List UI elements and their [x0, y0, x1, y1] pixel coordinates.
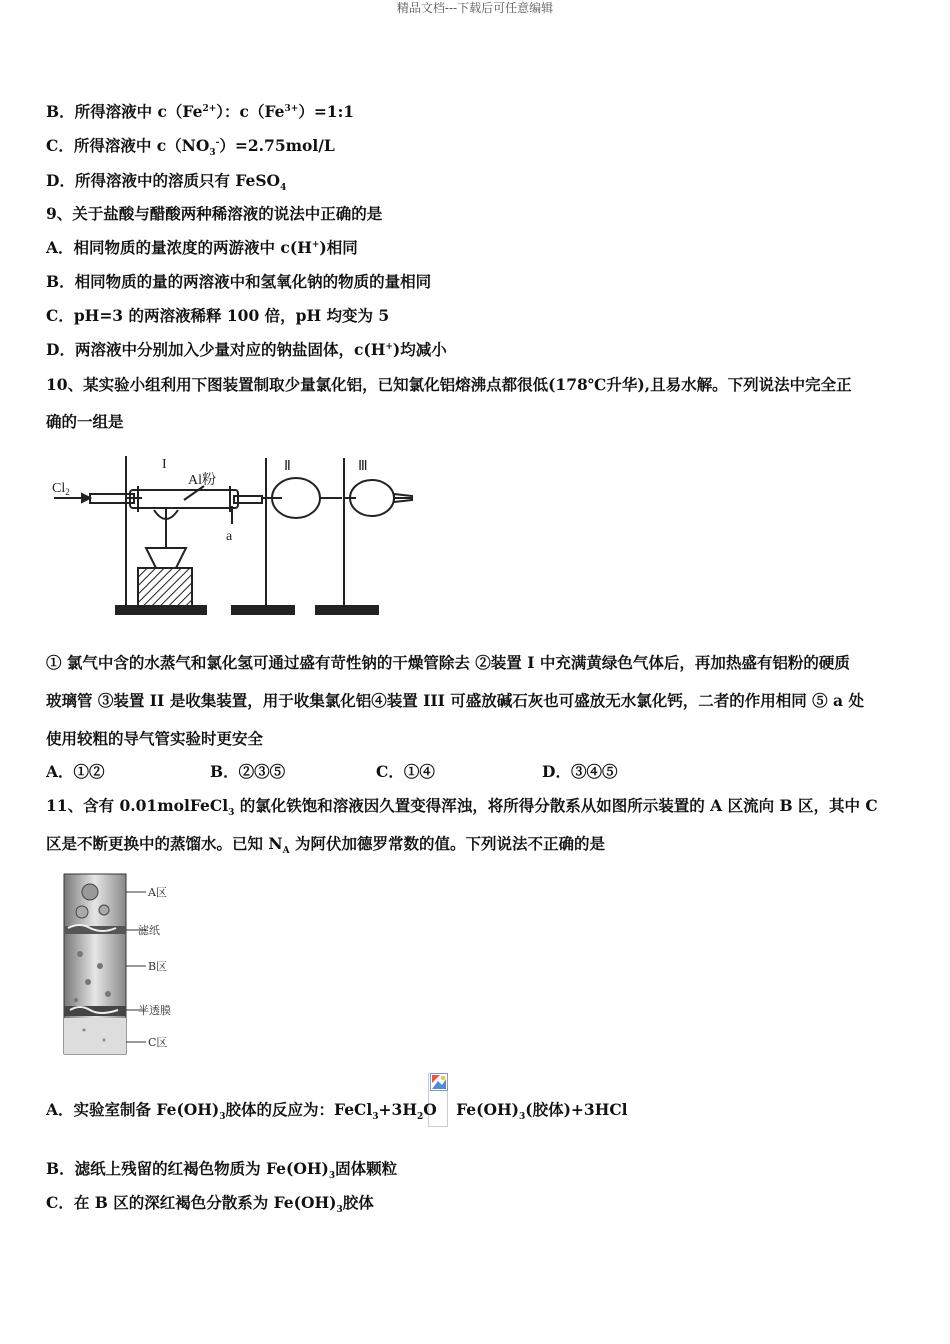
q11-stem-line1: 11、含有 0.01molFeCl$_3$ 的氯化铁饱和溶液因久置变得浑浊，将所得分散系从如图所示装置的 A 区流向 B 区，其中 C	[46, 796, 878, 819]
figure-label-a: a	[226, 529, 233, 544]
q8-option-b: B．所得溶液中 $c(Fe^{2+})$：$c(Fe^{3+})=1:1$	[46, 102, 355, 121]
figure-label-cl2: $Cl_2$	[52, 481, 70, 497]
q10-statement-line3: 使用较粗的导气管实验时更安全	[46, 729, 264, 748]
q9-stem: 9、关于盐酸与醋酸两种稀溶液的说法中正确的是	[46, 204, 383, 223]
figure-label-3: Ⅲ	[358, 459, 368, 474]
figure-label-al: Al粉	[188, 473, 216, 488]
q10-options	[46, 762, 906, 782]
q8-option-c: C．所得溶液中 $c(NO_3^-)=2.75mol/L$	[46, 136, 335, 159]
q10-option-b: B．②③⑤	[210, 762, 286, 781]
q10-stem-line2: 确的一组是	[46, 412, 124, 431]
q11-option-c: C．在 B 区的深红褐色分散系为 $Fe(OH)_3$胶体	[46, 1193, 374, 1216]
page-header: 精品文档---下载后可任意编辑	[396, 1, 554, 15]
q8-option-d: D．所得溶液中的溶质只有 FeSO$_4$	[46, 171, 287, 194]
broken-image-icon	[430, 1073, 448, 1091]
q11-option-b: B．滤纸上残留的红褐色物质为 $Fe(OH)_3$固体颗粒	[46, 1159, 398, 1182]
figure-label-zone-c: C区	[148, 1036, 168, 1049]
figure-label-filter: 滤纸	[138, 924, 160, 937]
figure-label-zone-b: B区	[148, 960, 168, 973]
q9-option-a: A．相同物质的量浓度的两游液中 c(H+)相同	[46, 238, 358, 257]
q10-statement-line2: 玻璃管 ③装置 II 是收集装置，用于收集氯化铝④装置 III 可盛放碱石灰也可盛放无水氯化钙，二者的作用相同 ⑤ a 处	[46, 691, 864, 710]
figure-label-zone-a: A区	[148, 886, 167, 899]
q10-option-c: C．①④	[376, 762, 435, 781]
q11-stem-line2: 区是不断更换中的蒸馏水。已知 $N_A$ 为阿伏加德罗常数的值。下列说法不正确的是	[46, 834, 605, 857]
figure-label-membrane: 半透膜	[138, 1004, 171, 1017]
q10-option-d: D．③④⑤	[542, 762, 618, 781]
q10-stem-line1: 10、某实验小组利用下图装置制取少量氯化铝，已知氯化铝熔沸点都很低(178℃升华),且易水解。下列说法中完全正	[46, 375, 852, 394]
q11-option-a: A．实验室制备 $Fe(OH)_3$胶体的反应为：$FeCl_3+3H_2O$ $Fe(OH)_3$(胶体)+3HCl	[46, 1100, 628, 1123]
q9-option-b: B．相同物质的量的两溶液中和氢氧化钠的物质的量相同	[46, 272, 432, 291]
figure-label-2: Ⅱ	[284, 459, 291, 474]
q10-apparatus-figure	[46, 448, 416, 638]
q10-option-a: A．①②	[46, 762, 105, 781]
q9-option-c: C．pH=3 的两溶液稀释 100 倍，pH 均变为 5	[46, 306, 390, 325]
q10-statement-line1: ① 氯气中含的水蒸气和氯化氢可通过盛有苛性钠的干燥管除去 ②装置 I 中充满黄绿色气体后，再加热盛有铝粉的硬质	[46, 653, 850, 672]
q9-option-d: D．两溶液中分别加入少量对应的钠盐固体，c(H+)均减小	[46, 340, 447, 359]
q11-dialysis-figure	[60, 870, 190, 1060]
figure-label-1: I	[162, 457, 167, 472]
